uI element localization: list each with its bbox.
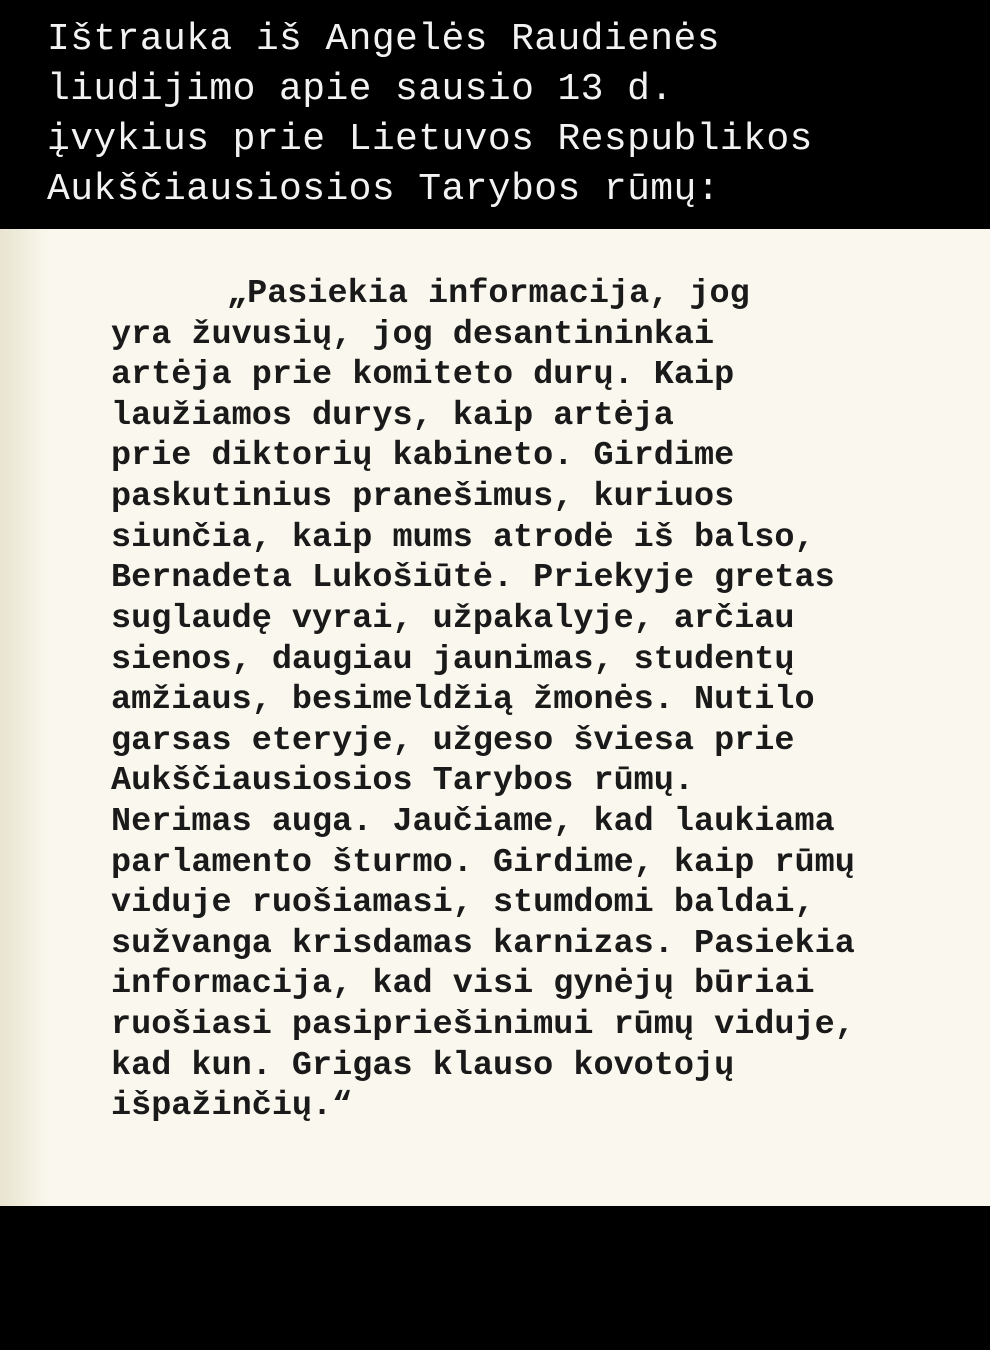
header-title-line-1: Ištrauka iš Angelės Raudienės — [47, 18, 720, 61]
quote-line-3: artėja prie komiteto durų. Kaip — [111, 356, 735, 394]
quote-line-18: informacija, kad visi gynėjų būriai — [111, 965, 815, 1003]
quote-line-8: Bernadeta Lukošiūtė. Priekyje gretas — [111, 559, 835, 597]
quote-line-20: kad kun. Grigas klauso kovotojų — [111, 1047, 735, 1085]
header-banner — [0, 0, 990, 229]
quote-line-6: paskutinius pranešimus, kuriuos — [111, 478, 735, 516]
footer-bar — [0, 1206, 990, 1350]
quote-line-5: prie diktorių kabineto. Girdime — [111, 437, 735, 475]
quote-line-1: „Pasiekia informacija, jog — [227, 275, 750, 313]
quote-paper — [0, 229, 990, 1206]
quote-line-17: sužvanga krisdamas karnizas. Pasiekia — [111, 925, 855, 963]
quote-line-4: laužiamos durys, kaip artėja — [111, 397, 674, 435]
quote-line-10: sienos, daugiau jaunimas, studentų — [111, 641, 795, 679]
quote-line-11: amžiaus, besimeldžią žmonės. Nutilo — [111, 681, 815, 719]
quote-line-16: viduje ruošiamasi, stumdomi baldai, — [111, 884, 815, 922]
quote-line-7: siunčia, kaip mums atrodė iš balso, — [111, 519, 815, 557]
quote-line-2: yra žuvusių, jog desantininkai — [111, 316, 715, 354]
header-title-line-4: Aukščiausiosios Tarybos rūmų: — [47, 168, 720, 211]
quote-line-19: ruošiasi pasipriešinimui rūmų viduje, — [111, 1006, 855, 1044]
header-title-line-2: liudijimo apie sausio 13 d. — [47, 68, 674, 111]
quote-line-13: Aukščiausiosios Tarybos rūmų. — [111, 762, 694, 800]
quote-line-12: garsas eteryje, užgeso šviesa prie — [111, 722, 795, 760]
quote-line-15: parlamento šturmo. Girdime, kaip rūmų — [111, 844, 855, 882]
quote-line-9: suglaudę vyrai, užpakalyje, arčiau — [111, 600, 795, 638]
header-title-line-3: įvykius prie Lietuvos Respublikos — [47, 118, 813, 161]
quote-line-14: Nerimas auga. Jaučiame, kad laukiama — [111, 803, 835, 841]
quote-line-21: išpažinčių.“ — [111, 1087, 353, 1125]
